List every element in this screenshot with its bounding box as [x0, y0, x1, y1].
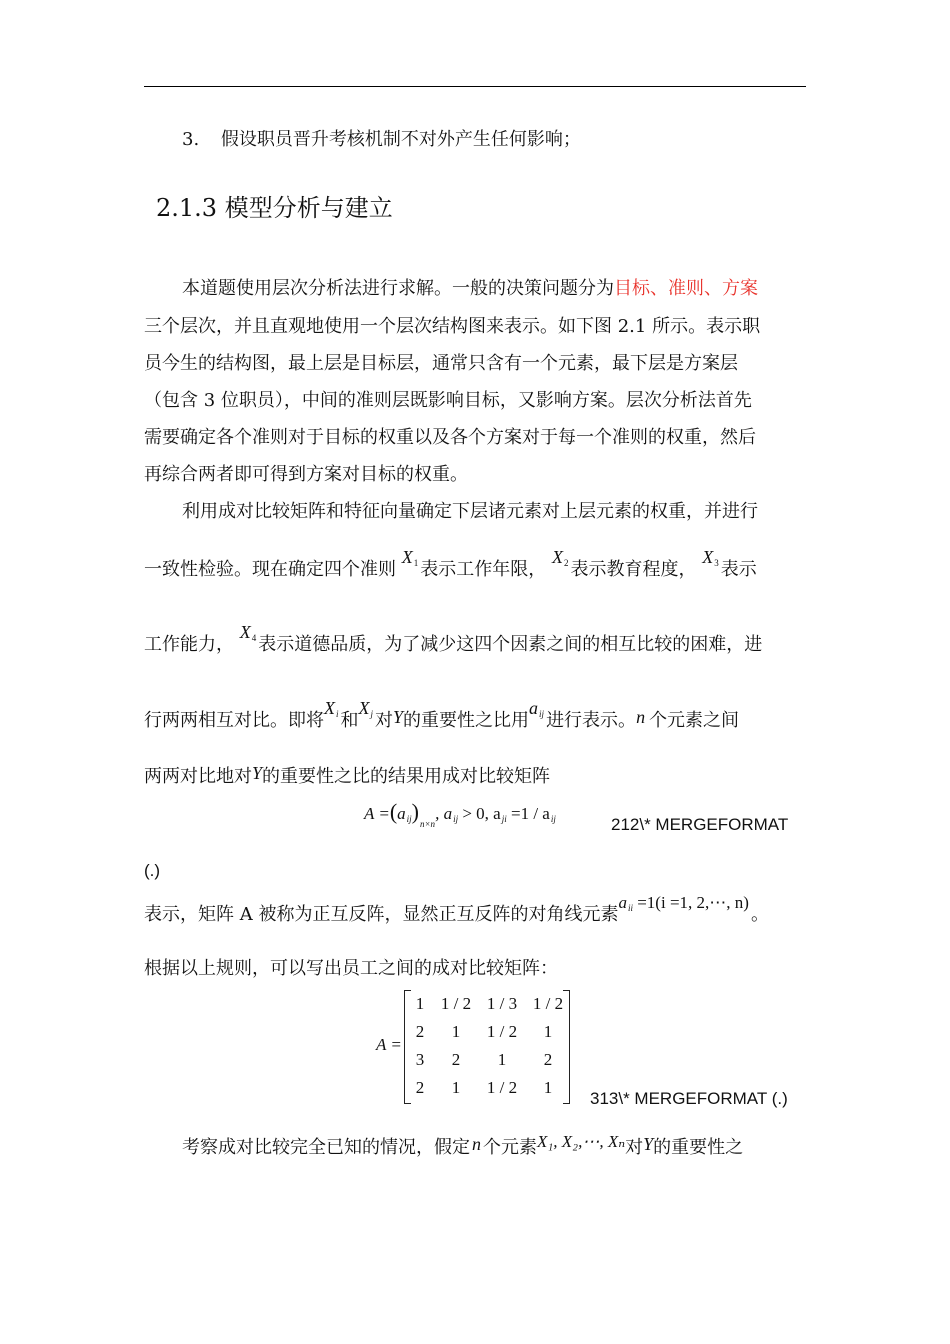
- equation-1-tail: (.): [144, 861, 161, 880]
- p2-line3: [144, 622, 763, 659]
- matrix-lhs: A =: [376, 1035, 402, 1054]
- var-sequence: X₁, X₂,⋯, Xₙ: [537, 1132, 626, 1151]
- p5-text: 考察成对比较完全已知的情况，假定: [182, 1137, 470, 1158]
- p5-text: 对: [625, 1137, 644, 1158]
- var-n: n: [636, 707, 646, 727]
- var-x1: X1: [401, 547, 419, 568]
- p4-line: 根据以上规则，可以写出员工之间的成对比较矩阵：: [144, 958, 558, 979]
- equation-1: $A =(aij)_{n\times n}$, aij > 0, aji =1 / aij: [364, 799, 556, 829]
- equation-1-number: 212\* MERGEFORMAT: [611, 815, 789, 834]
- comparison-matrix: [404, 990, 570, 1102]
- header-rule: [144, 86, 806, 87]
- matrix-row: 2 1 1 / 2 1: [415, 1022, 553, 1041]
- p5-text: 个元素: [483, 1137, 537, 1158]
- p1-line1: [182, 277, 758, 301]
- p1-line4: （包含 3 位职员），中间的准则层既影响目标，又影响方案。层次分析法首先: [144, 390, 752, 411]
- p3-text: 。: [750, 904, 769, 925]
- p2-line5: [144, 764, 550, 789]
- list-text: 假设职员晋升考核机制不对外产生任何影响；: [220, 129, 581, 150]
- p5-text: 的重要性之: [653, 1137, 744, 1158]
- p2-text: 和: [340, 710, 359, 731]
- p2-text: 个元素之间: [649, 710, 740, 731]
- p2-text: 进行表示。: [546, 710, 637, 731]
- matrix-row: 3 2 1 2: [415, 1050, 553, 1069]
- var-y: Y: [643, 1134, 654, 1154]
- var-xi: Xi: [324, 698, 339, 719]
- p2-text: 行两两相互对比。即将: [144, 710, 324, 731]
- p2-text: 工作能力，: [144, 634, 234, 655]
- var-x3: X3: [702, 547, 719, 568]
- matrix-row: 2 1 1 / 2 1: [415, 1078, 553, 1097]
- p2-text: 表示教育程度，: [570, 559, 697, 580]
- highlight-text: 目标、准则、方案: [614, 278, 758, 299]
- p3-line: [144, 893, 769, 929]
- var-y: Y: [393, 707, 404, 727]
- p2-text: 表示工作年限，: [420, 559, 547, 580]
- p2-text: 的重要性之比的结果用成对比较矩阵: [262, 766, 551, 787]
- p3-text: 表示，矩阵 A 被称为正互反阵，显然正互反阵的对角线元素: [144, 904, 619, 925]
- var-y: Y: [252, 763, 263, 783]
- section-heading: 2.1.3 模型分析与建立: [156, 194, 393, 222]
- matrix-row: 1 1 / 2 1 / 3 1 / 2: [415, 994, 564, 1013]
- var-aij: aij: [529, 698, 545, 719]
- p2-text: 一致性检验。现在确定四个准则: [144, 559, 396, 580]
- p1-line5: 需要确定各个准则对于目标的权重以及各个方案对于每一个准则的权重，然后: [144, 427, 756, 448]
- p2-line2: [144, 547, 757, 584]
- p2-text: 表示道德品质，为了减少这四个因素之间的相互比较的困难，进: [258, 634, 763, 655]
- p2-line1: 利用成对比较矩阵和特征向量确定下层诸元素对上层元素的权重，并进行: [182, 501, 758, 522]
- p5-line: [182, 1132, 744, 1160]
- p1-line6: 再综合两者即可得到方案对目标的权重。: [144, 464, 468, 485]
- p1-text: 本道题使用层次分析法进行求解。一般的决策问题分为: [182, 278, 614, 299]
- p2-text: 的重要性之比用: [403, 710, 530, 731]
- p1-line3: 员今生的结构图，最上层是目标层，通常只含有一个元素，最下层是方案层: [144, 353, 738, 374]
- p2-line4: [144, 698, 740, 735]
- var-x4: X4: [239, 622, 257, 643]
- matrix-equation-number: 313\* MERGEFORMAT (.): [590, 1089, 788, 1108]
- p1-line2: 三个层次，并且直观地使用一个层次结构图来表示。如下图 2.1 所示。表示职: [144, 316, 761, 337]
- p2-text: 对: [375, 710, 394, 731]
- list-item-3: [182, 128, 581, 152]
- p2-text: 两两对比地对: [144, 766, 252, 787]
- list-number: 3.: [182, 129, 200, 150]
- var-n: n: [472, 1134, 481, 1154]
- p2-text: 表示: [720, 559, 757, 580]
- var-xj: Xj: [358, 698, 374, 719]
- var-x2: X2: [551, 547, 569, 568]
- diagonal-formula: aii =1(i =1, 2,⋯, n): [618, 893, 749, 913]
